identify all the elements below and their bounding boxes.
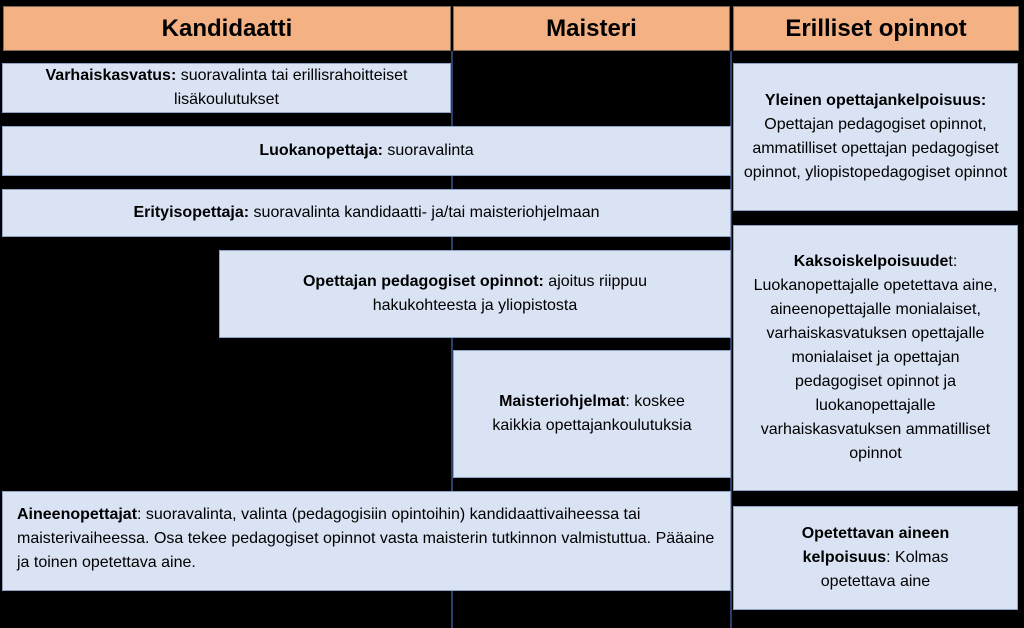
box-opetettavan-aineen-kelpoisuus [733,506,1018,610]
box-yleinen-opettajankelpoisuus [733,63,1018,211]
luokanopettaja-text: suoravalinta [382,142,474,159]
pedagogiset-text: ajoitus riippuu hakukohteesta ja yliopistosta [372,273,648,314]
header-kandidaatti: Kandidaatti [3,6,451,51]
box-kaksoiskelpoisuudet [733,225,1018,491]
erityisopettaja-label: Erityisopettaja: [133,204,250,221]
erityisopettaja-text: suoravalinta kandidaatti- ja/tai maisteriohjelmaan [249,204,600,221]
kaksois-label: Kaksoiskelpoisuude [793,253,949,270]
box-erityisopettaja [2,189,731,237]
varhaiskasvatus-text: suoravalinta tai erillisrahoitteiset lisäkoulutukset [174,67,408,108]
maisteriohjelmat-text: : koskee kaikkia opettajankoulutuksia [492,393,692,434]
aineen-label: Opetettavan aineen kelpoisuus [801,525,950,566]
aineenopettajat-text: : suoravalinta, valinta (pedagogisiin opintoihin) kandidaattivaiheessa tai maisterivaiheessa. Osa tekee pedagogiset opinnot vasta maisterin tutkinnon valmistuttua. Pääaine ja toinen opetettava aine. [17,506,715,571]
box-luokanopettaja [2,126,731,176]
box-varhaiskasvatus [2,63,451,113]
kaksois-text: t: Luokanopettajalle opetettava aine, aineenopettajalle monialaiset, varhaiskasvatuksen opettajalle monialaiset ja opettajan pedagogiset opinnot ja luokanopettajalle varhaiskasvatuksen ammatilliset opinnot [753,253,998,462]
maisteriohjelmat-label: Maisteriohjelmat [499,393,626,410]
box-maisteriohjelmat [453,350,731,478]
header-maisteri: Maisteri [453,6,730,51]
box-pedagogiset-opinnot [219,250,731,338]
aineenopettajat-label: Aineenopettajat [17,506,138,523]
pedagogiset-label: Opettajan pedagogiset opinnot: [302,273,544,290]
box-aineenopettajat [2,491,731,591]
varhaiskasvatus-label: Varhaiskasvatus: [45,67,177,84]
aineen-text: : Kolmas opetettava aine [820,549,949,590]
yleinen-text: Opettajan pedagogiset opinnot, ammatilliset opettajan pedagogiset opinnot, yliopistopedagogiset opinnot [743,116,1008,181]
header-erilliset-opinnot: Erilliset opinnot [733,6,1019,51]
yleinen-label: Yleinen opettajankelpoisuus: [764,92,987,109]
luokanopettaja-label: Luokanopettaja: [259,142,383,159]
